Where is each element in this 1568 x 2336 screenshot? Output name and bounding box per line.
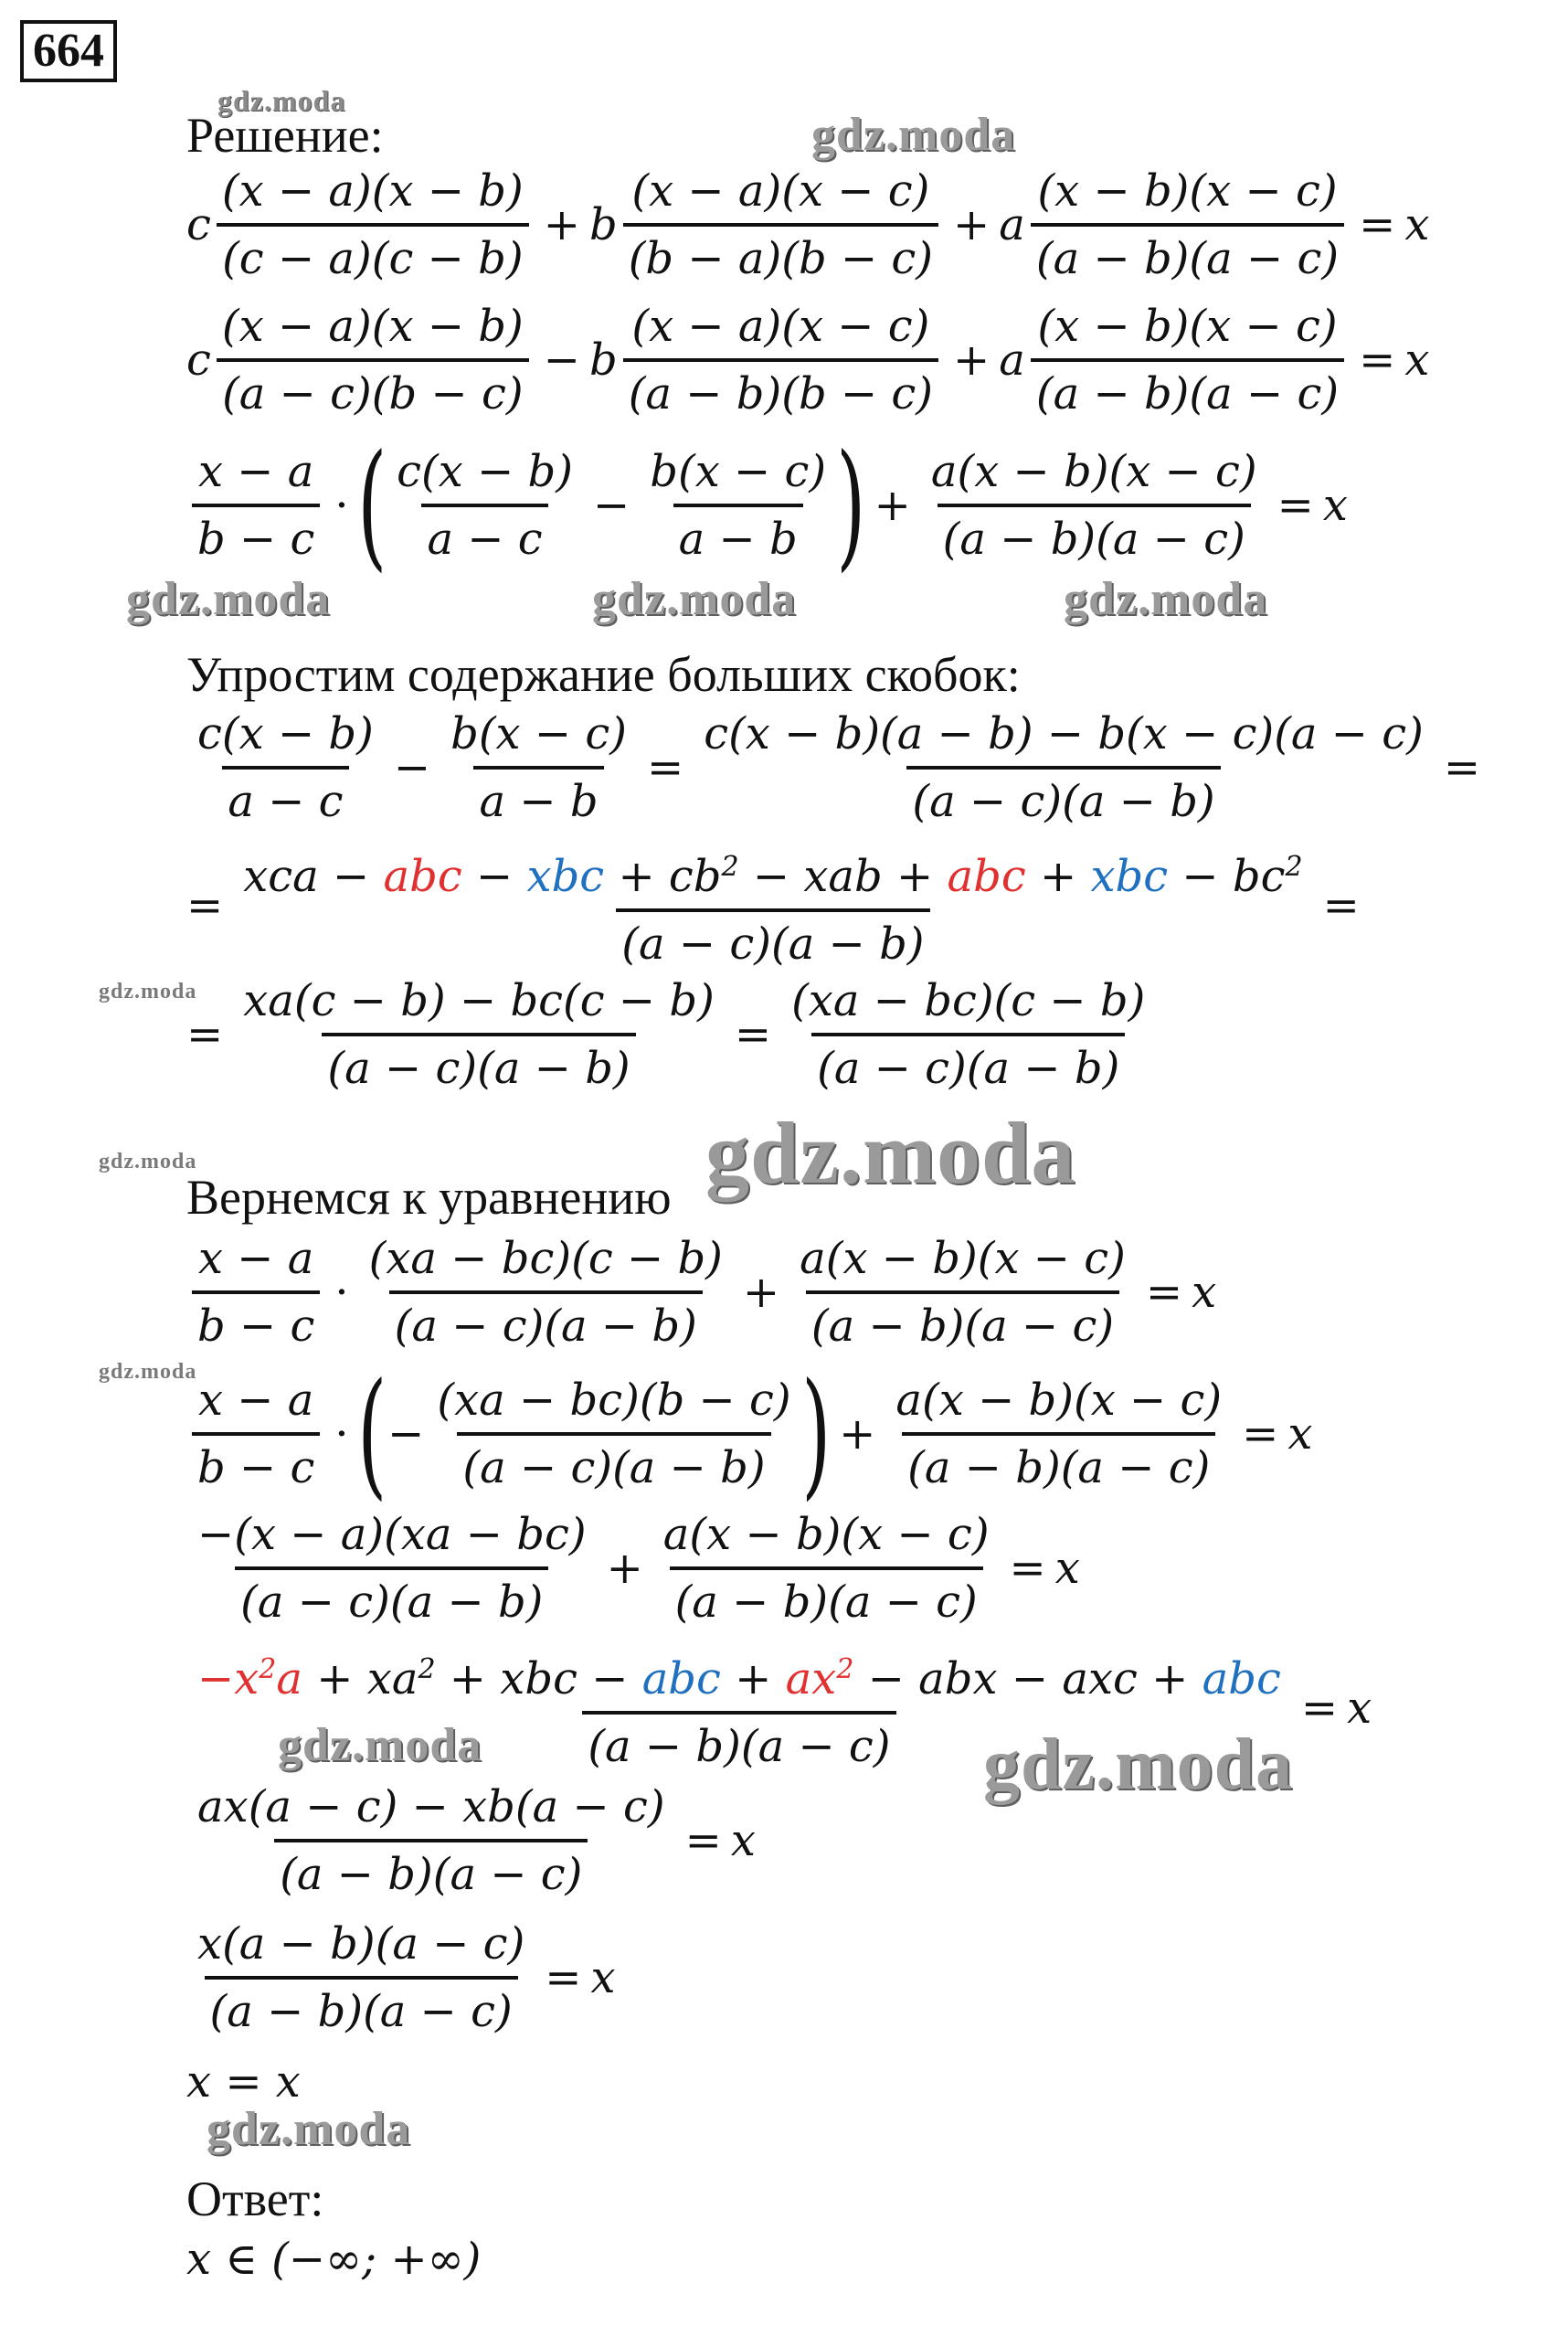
answer-value: x ∈ (−∞; +∞) — [186, 2234, 482, 2285]
watermark: gdz.moda — [99, 980, 197, 1003]
return-label: Вернемся к уравнению — [186, 1170, 672, 1225]
solution-label: Решение: — [186, 108, 384, 163]
simplify-step-3: = $\frac{xa(c - b) - bc(c - b)}{(a - c)(a - b)}$ = $\frac{(xa - bc)(c - b)}{(a - c)(a - b)}$ — [186, 972, 1156, 1097]
equation-2: c $\frac{(x - a)(x - b)}{(a - c)(b - c)}$ − b $\frac{(x - a)(x - c)}{(a - b)(b - c)}$ + a $\frac{(x - b)(x - c)}{(a - b)(a - c)}$ = x — [186, 298, 1429, 422]
watermark: gdz.moda — [126, 573, 331, 625]
watermark: gdz.moda — [705, 1104, 1076, 1202]
simplify-label: Упростим содержание больших скобок: — [186, 647, 1021, 702]
return-step-4: $\frac{-x^2a + xa^2 + xbc - abc + ax^2 - abx - axc + abc}{(a - b)(a - c)}$ = x — [186, 1641, 1372, 1775]
watermark: gdz.moda — [99, 1360, 197, 1384]
watermark: gdz.moda — [207, 2103, 411, 2155]
watermark: gdz.moda — [99, 1150, 197, 1173]
return-step-5: $\frac{ax(a - c) - xb(a - c)}{(a - b)(a - c)}$ = x — [186, 1779, 756, 1903]
return-step-7: x = x — [186, 2056, 301, 2108]
watermark: gdz.moda — [983, 1725, 1294, 1805]
return-step-6: $\frac{x(a - b)(a - c)}{(a - b)(a - c)}$ = x — [186, 1916, 616, 2040]
equation-3: $\frac{x - a}{b - c}$ · ( $\frac{c(x - b)}{a - c}$ − $\frac{b(x - c)}{a - b}$ ) + $\frac{a(x - b)(x - c)}{(a - b)(a - c)}$ = x — [186, 437, 1348, 574]
watermark: gdz.moda — [592, 573, 797, 625]
watermark: gdz.moda — [811, 109, 1016, 161]
problem-number: 664 — [20, 20, 117, 82]
watermark: gdz.moda — [217, 84, 346, 117]
return-step-2: $\frac{x - a}{b - c}$ · ( − $\frac{(xa - bc)(b - c)}{(a - c)(a - b)}$ ) + $\frac{a(x - b)(x - c)}{(a - b)(a - c)}$ = x — [186, 1365, 1312, 1502]
return-step-3: $\frac{-(x - a)(xa - bc)}{(a - c)(a - b)}$ + $\frac{a(x - b)(x - c)}{(a - b)(a - c)}$ = x — [186, 1506, 1080, 1630]
answer-label: Ответ: — [186, 2171, 324, 2226]
simplify-step-1: $\frac{c(x - b)}{a - c}$ − $\frac{b(x - c)}{a - b}$ = $\frac{c(x - b)(a - b) - b(x - c)(a - c)}{(a - c)(a - b)}$ = — [186, 706, 1489, 830]
equation-1: c $\frac{(x - a)(x - b)}{(c - a)(c - b)}$ + b $\frac{(x - a)(x - c)}{(b - a)(b - c)}$ + a $\frac{(x - b)(x - c)}{(a - b)(a - c)}$ = x — [186, 163, 1429, 287]
watermark: gdz.moda — [1064, 573, 1268, 625]
return-step-1: $\frac{x - a}{b - c}$ · $\frac{(xa - bc)(c - b)}{(a - c)(a - b)}$ + $\frac{a(x - b)(x - c)}{(a - b)(a - c)}$ = x — [186, 1230, 1216, 1354]
simplify-step-2: = $\frac{xca - abc - xbc + cb^2 - xab + abc + xbc - bc^2}{(a - c)(a - b)}$ = — [186, 839, 1369, 972]
watermark: gdz.moda — [278, 1719, 482, 1771]
